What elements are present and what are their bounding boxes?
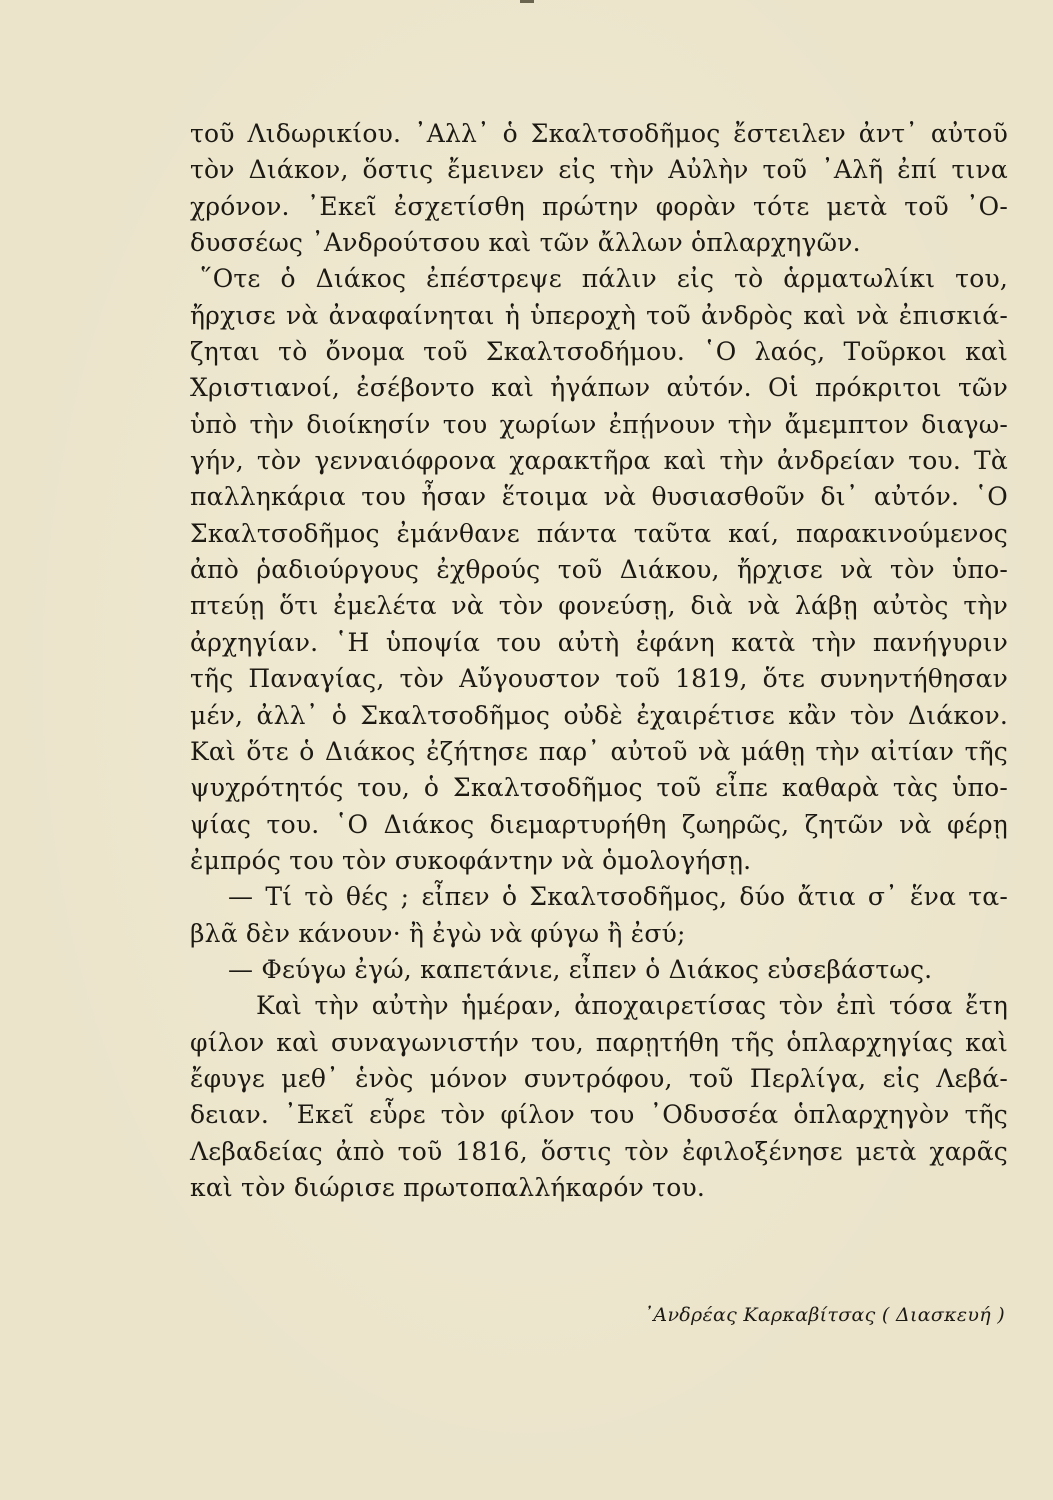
text-line: δυσσέως ᾿Ανδρούτσου καὶ τῶν ἄλλων ὁπλαρχηγῶν. — [190, 228, 861, 258]
body-text — [190, 116, 1008, 1206]
top-edge-mark — [520, 0, 534, 3]
text-line: ἤρχισε νὰ ἀναφαίνηται ἡ ὑπεροχὴ τοῦ ἀνδρὸς καὶ νὰ ἐπισκιά- — [190, 300, 1008, 330]
text-line: μέν, ἀλλ᾿ ὁ Σκαλτσοδῆμος οὐδὲ ἐχαιρέτισε κἂν τὸν Διάκον. — [190, 700, 1008, 730]
text-line: ὑπὸ τὴν διοίκησίν του χωρίων ἐπῄνουν τὴν ἄμεμπτον διαγω- — [190, 409, 1008, 439]
text-line: παλληκάρια του ἦσαν ἕτοιμα νὰ θυσιασθοῦν δι᾿ αὐτόν. ῾Ο — [190, 482, 1008, 512]
text-line: ζηται τὸ ὄνομα τοῦ Σκαλτσοδήμου. ῾Ο λαός, Τοῦρκοι καὶ — [190, 337, 1008, 367]
text-line: — Φεύγω ἐγώ, καπετάνιε, εἶπεν ὁ Διάκος εὐσεβάστως. — [228, 954, 933, 984]
text-line: γήν, τὸν γενναιόφρονα χαρακτῆρα καὶ τὴν ἀνδρείαν του. Τὰ — [190, 446, 1008, 476]
text-line: πτεύῃ ὅτι ἐμελέτα νὰ τὸν φονεύσῃ, διὰ νὰ λάβῃ αὐτὸς τὴν — [190, 591, 1008, 621]
text-line: τῆς Παναγίας, τὸν Αὔγουστον τοῦ 1819, ὅτε συνηντήθησαν — [190, 664, 1008, 694]
text-line: ἀπὸ ῥαδιούργους ἐχθρούς τοῦ Διάκου, ἤρχισε νὰ τὸν ὑπο- — [190, 555, 1008, 585]
text-line: Καὶ τὴν αὐτὴν ἡμέραν, ἀποχαιρετίσας τὸν ἐπὶ τόσα ἔτη — [256, 991, 1008, 1021]
text-line: — Τί τὸ θές ; εἶπεν ὁ Σκαλτσοδῆμος, δύο ἄτια σ᾿ ἕνα τα- — [228, 882, 1008, 912]
text-line: ἔφυγε μεθ᾿ ἑνὸς μόνον συντρόφου, τοῦ Περλίγα, εἰς Λεβά- — [190, 1063, 1008, 1093]
text-line: Σκαλτσοδῆμος ἐμάνθανε πάντα ταῦτα καί, παρακινούμενος — [190, 518, 1008, 548]
text-line: ψυχρότητός του, ὁ Σκαλτσοδῆμος τοῦ εἶπε καθαρὰ τὰς ὑπο- — [190, 773, 1008, 803]
text-line: ῞Οτε ὁ Διάκος ἐπέστρεψε πάλιν εἰς τὸ ἁρματωλίκι του, — [200, 264, 1008, 294]
text-line: βλᾶ δὲν κάνουν· ἢ ἐγὼ νὰ φύγω ἢ ἐσύ; — [190, 918, 686, 948]
text-line: ἐμπρός του τὸν συκοφάντην νὰ ὁμολογήσῃ. — [190, 845, 752, 875]
text-line: ψίας του. ῾Ο Διάκος διεμαρτυρήθη ζωηρῶς, ζητῶν νὰ φέρῃ — [190, 809, 1008, 839]
text-line: Χριστιανοί, ἐσέβοντο καὶ ἠγάπων αὐτόν. Οἱ πρόκριτοι τῶν — [190, 373, 1008, 403]
text-line: χρόνον. ᾿Εκεῖ ἐσχετίσθη πρώτην φορὰν τότε μετὰ τοῦ ᾿Ο- — [190, 191, 1008, 221]
text-line: καὶ τὸν διώρισε πρωτοπαλλήκαρόν του. — [190, 1172, 705, 1202]
text-line: ἀρχηγίαν. ῾Η ὑποψία του αὐτὴ ἐφάνη κατὰ τὴν πανήγυριν — [190, 627, 1008, 657]
text-line: Καὶ ὅτε ὁ Διάκος ἐζήτησε παρ᾿ αὐτοῦ νὰ μάθῃ τὴν αἰτίαν τῆς — [190, 736, 1008, 766]
text-line: τοῦ Λιδωρικίου. ᾿Αλλ᾿ ὁ Σκαλτσοδῆμος ἔστειλεν ἀντ᾿ αὐτοῦ — [190, 119, 1008, 148]
text-line: Λεβαδείας ἀπὸ τοῦ 1816, ὅστις τὸν ἐφιλοξένησε μετὰ χαρᾶς — [190, 1136, 1008, 1166]
author-attribution: ᾿Ανδρέας Καρκαβίτσας ( Διασκευή ) — [643, 1304, 1005, 1326]
text-line: δειαν. ᾿Εκεῖ εὗρε τὸν φίλον του ᾿Οδυσσέα ὁπλαρχηγὸν τῆς — [190, 1100, 1008, 1130]
text-line: φίλον καὶ συναγωνιστήν του, παρῃτήθη τῆς ὁπλαρχηγίας καὶ — [190, 1027, 1008, 1057]
text-line: τὸν Διάκον, ὅστις ἔμεινεν εἰς τὴν Αὐλὴν τοῦ ᾿Αλῆ ἐπί τινα — [190, 155, 1008, 185]
